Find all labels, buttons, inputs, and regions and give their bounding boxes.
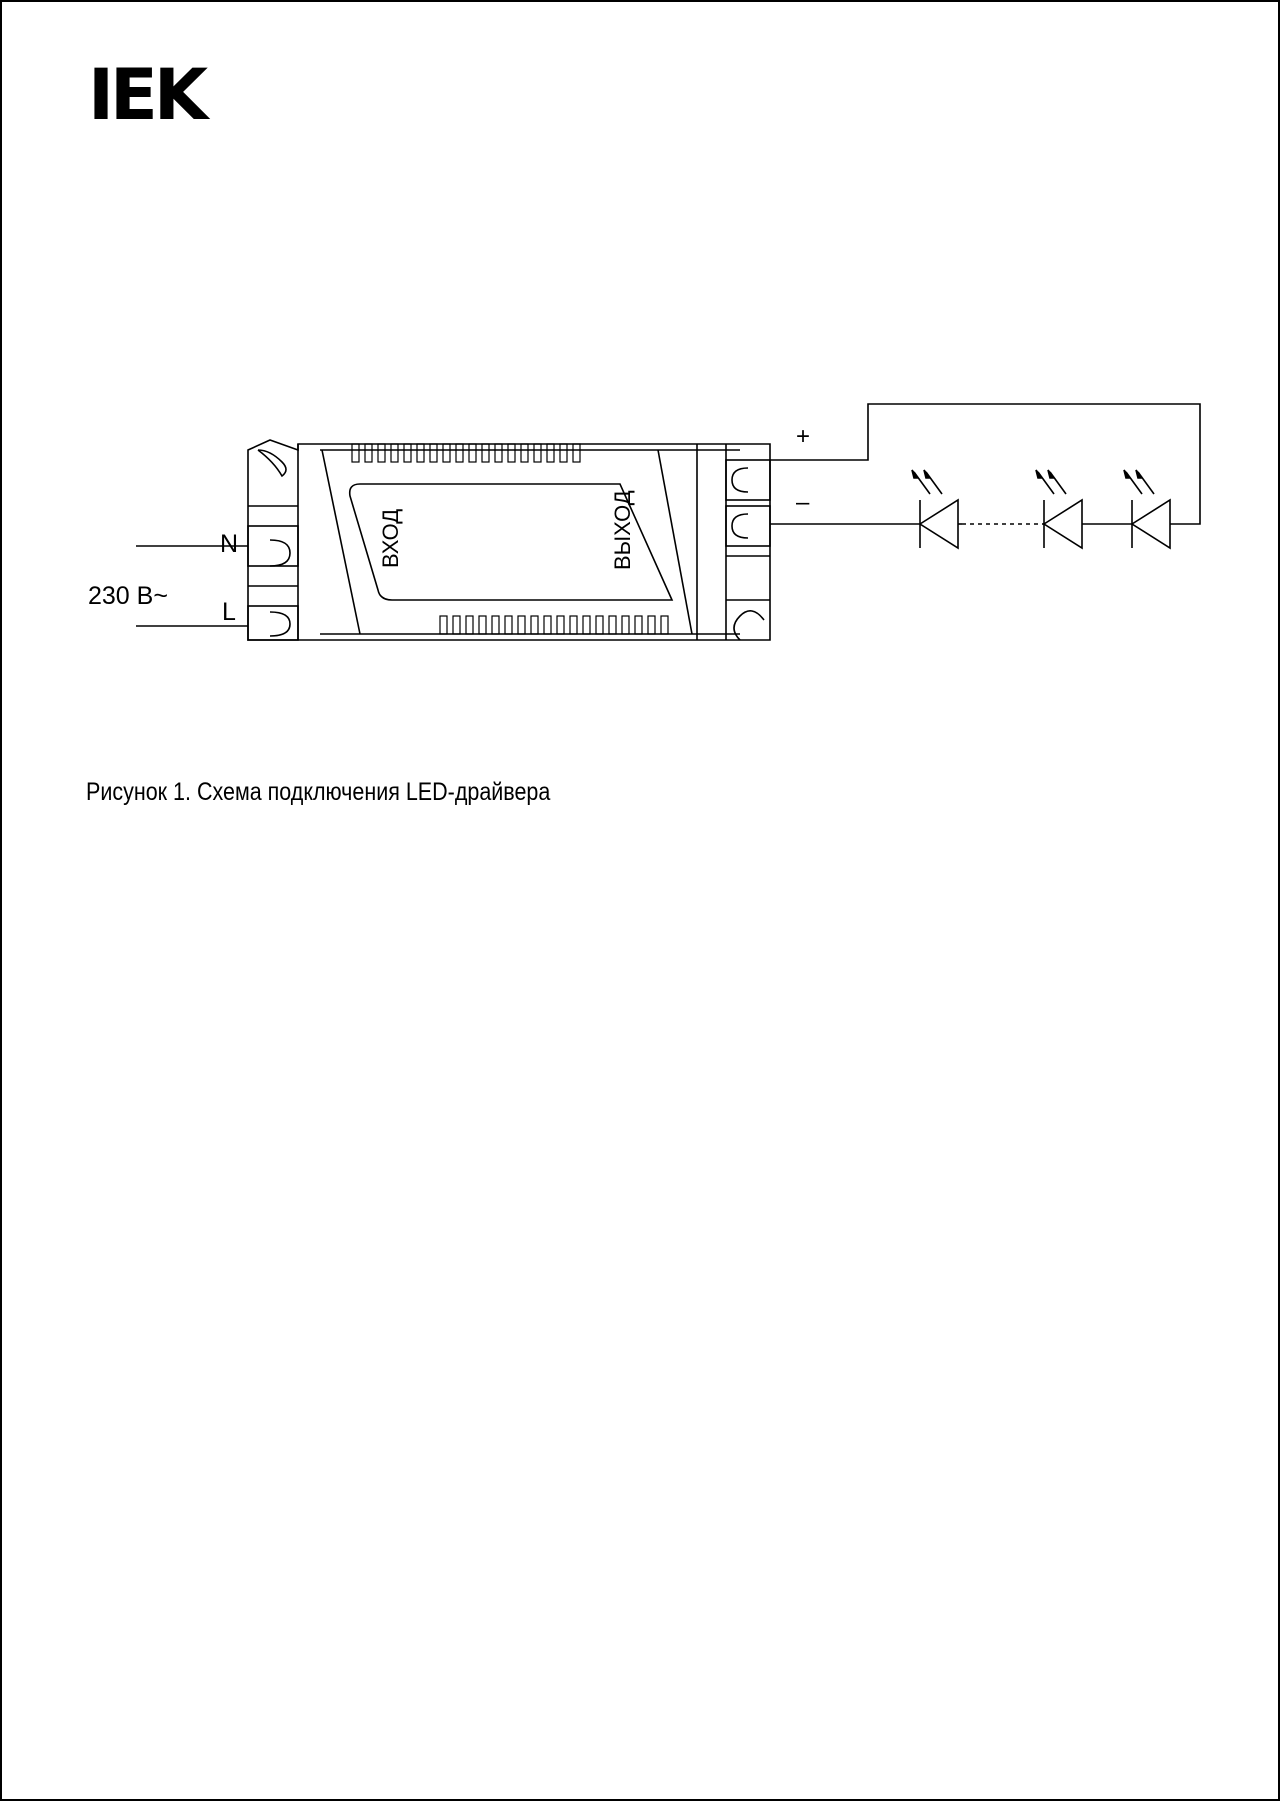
neutral-label: N	[220, 530, 239, 558]
figure-caption: Рисунок 1. Схема подключения LED-драйвера	[86, 778, 551, 806]
voltage-label: 230 В~	[88, 582, 168, 610]
led-2	[1036, 470, 1082, 548]
plus-wire	[770, 404, 1200, 524]
minus-label: –	[796, 489, 810, 516]
output-label: ВЫХОД	[610, 490, 635, 570]
input-label: ВХОД	[378, 508, 403, 568]
plus-label: +	[796, 423, 811, 450]
top-vents	[352, 444, 580, 462]
iek-logo: IEK	[88, 54, 205, 136]
led-3	[1124, 470, 1170, 548]
led-driver	[248, 440, 770, 640]
led-1	[912, 470, 962, 548]
line-label: L	[222, 598, 236, 626]
bottom-vents	[440, 616, 668, 634]
